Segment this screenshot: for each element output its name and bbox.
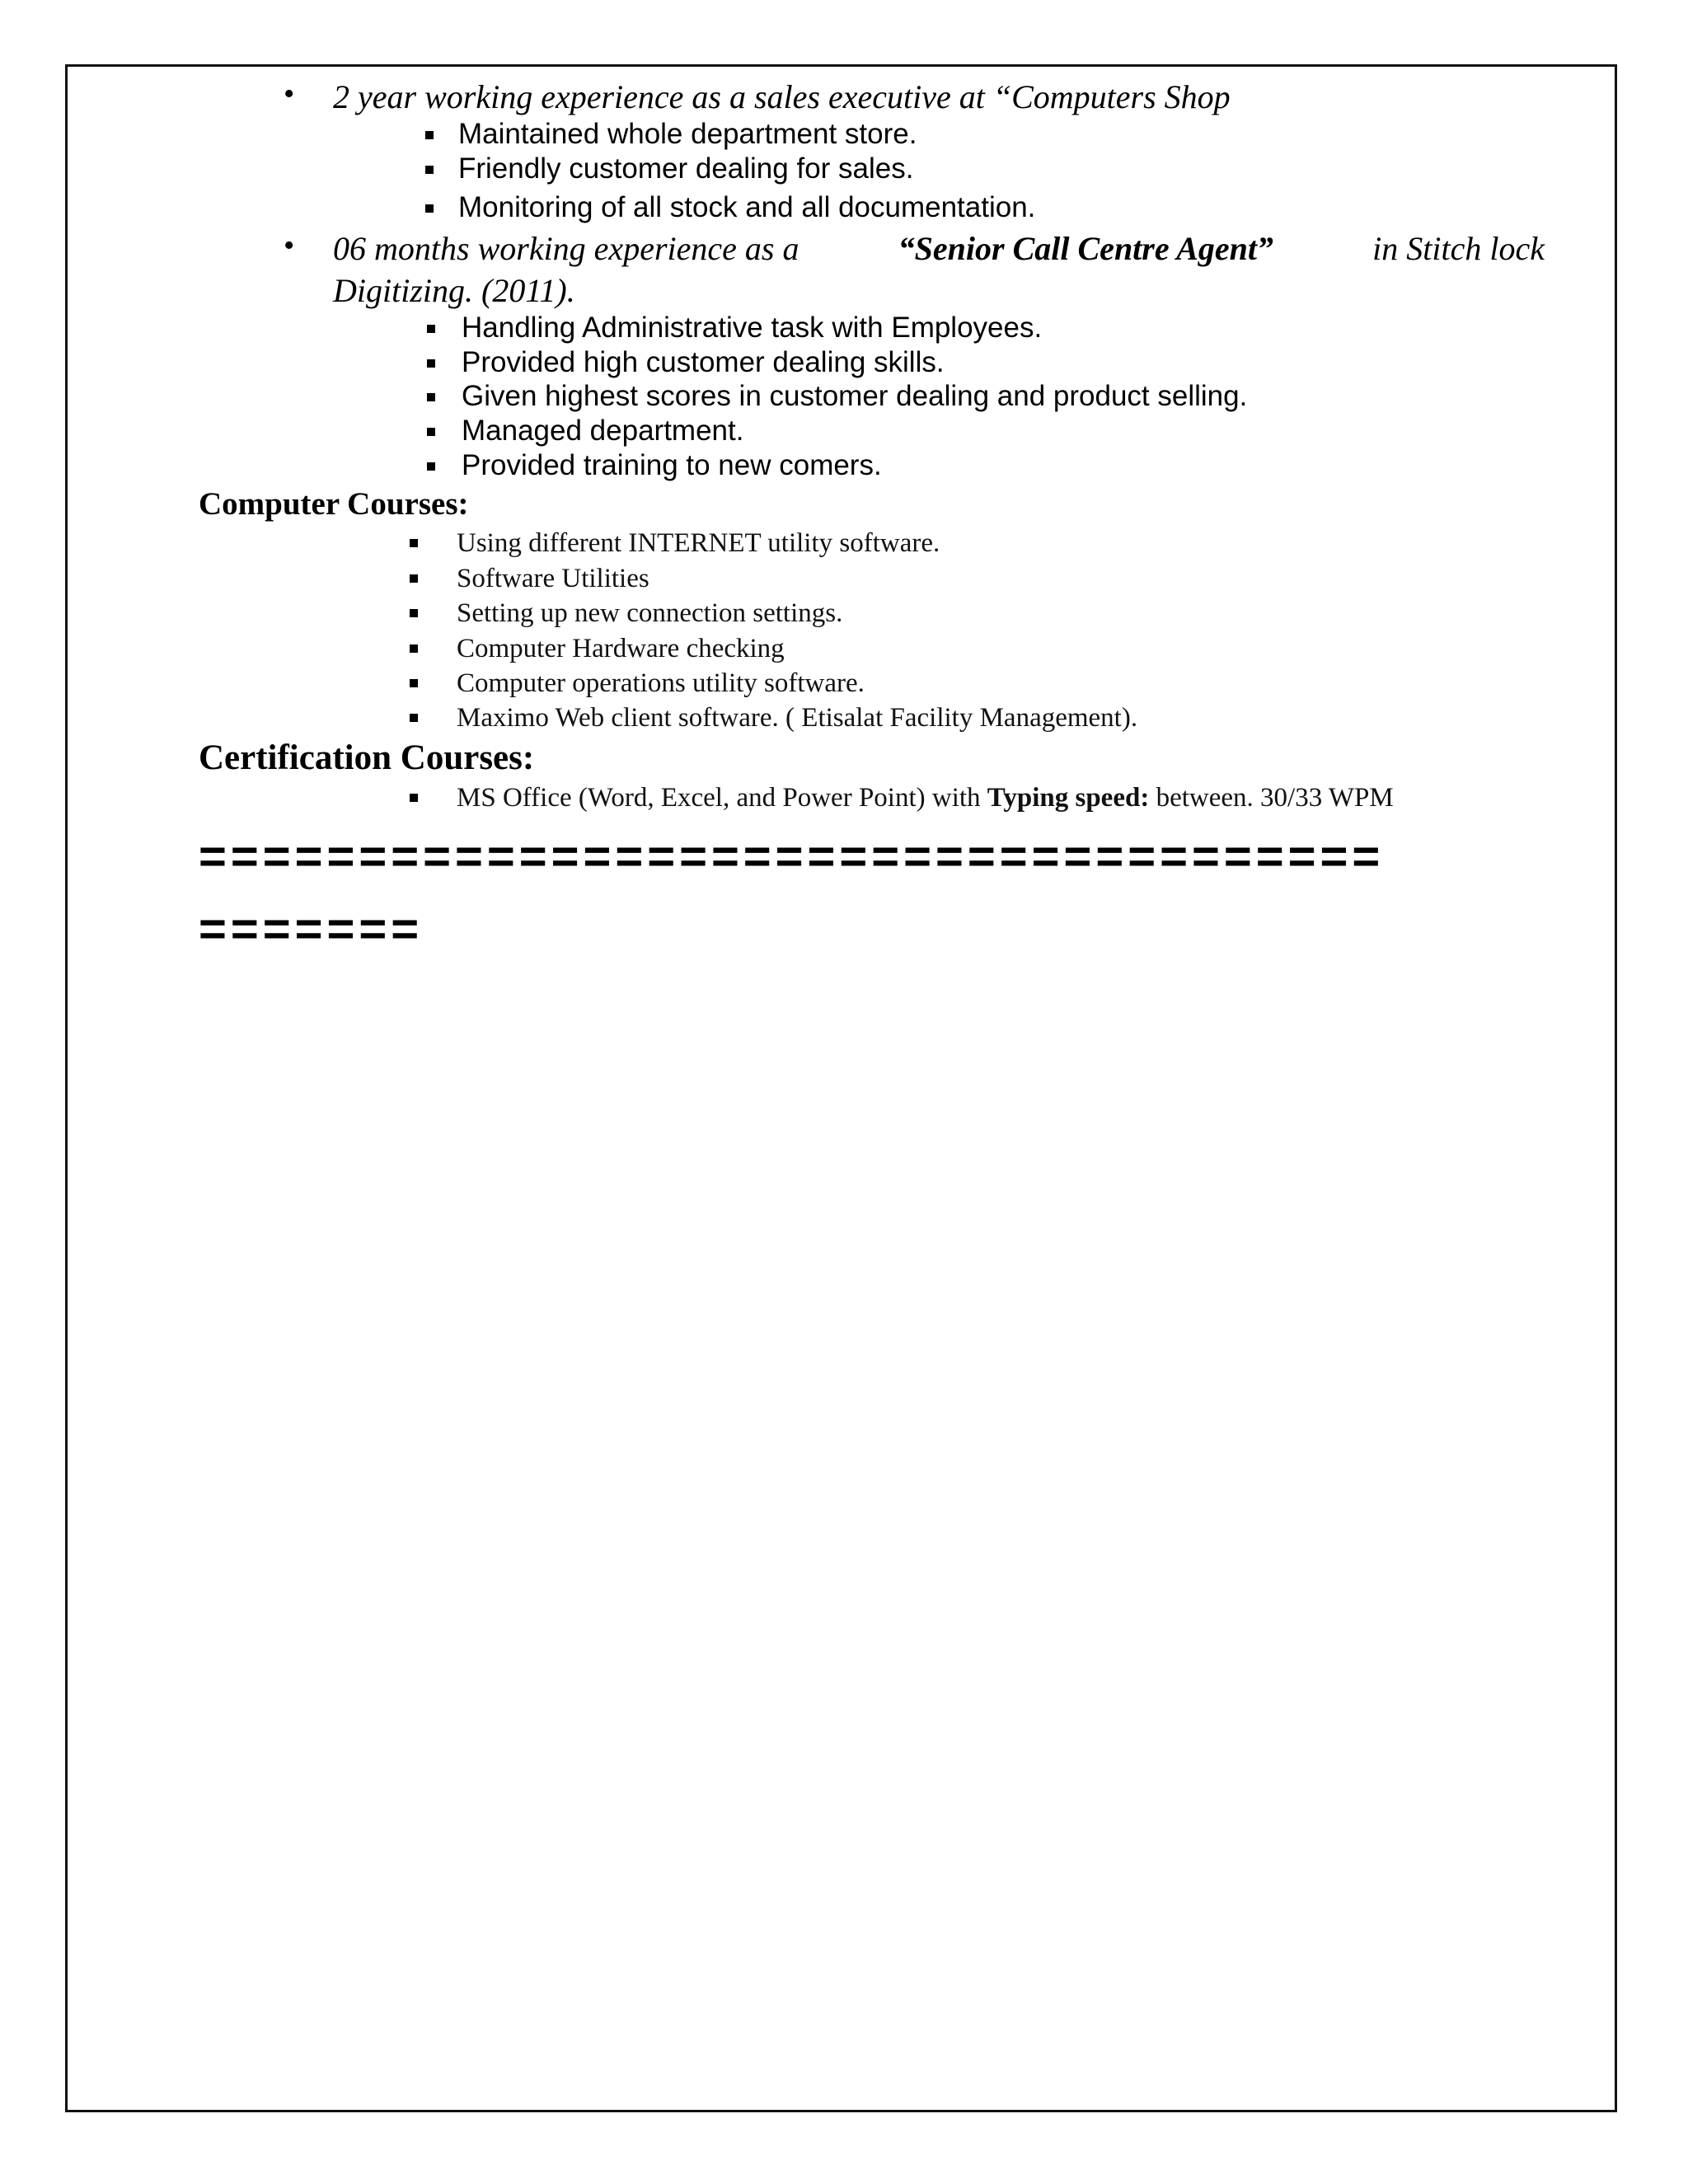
list-bullet: •	[284, 228, 295, 263]
square-bullet	[410, 644, 418, 653]
course-item: Computer Hardware checking	[457, 634, 785, 663]
square-bullet	[427, 462, 435, 471]
task-line: Managed department.	[462, 415, 744, 447]
experience-item-1: 2 year working experience as a sales executive at “Computers Shop	[333, 78, 1231, 115]
task-line: Provided training to new comers.	[462, 449, 882, 481]
course-item: Setting up new connection settings.	[457, 598, 843, 628]
task-line: Provided high customer dealing skills.	[462, 346, 945, 378]
experience-item-2-line2: Digitizing. (2011).	[333, 272, 575, 309]
square-bullet	[425, 204, 434, 213]
certification-item	[457, 780, 1394, 815]
certification-text: MS Office (Word, Excel, and Power Point) with	[457, 783, 987, 813]
task-line: Given highest scores in customer dealing and product selling.	[462, 380, 1248, 412]
list-bullet: •	[284, 77, 295, 111]
experience-item-2	[333, 227, 1545, 271]
square-bullet	[410, 609, 418, 617]
square-bullet	[427, 428, 435, 436]
task-line: Monitoring of all stock and all documentation.	[458, 191, 1036, 223]
square-bullet	[425, 166, 434, 174]
square-bullet	[427, 325, 435, 333]
typing-speed-label: Typing speed:	[987, 783, 1150, 813]
course-item: Using different INTERNET utility software.	[457, 528, 940, 558]
separator-line: =======	[199, 902, 424, 956]
square-bullet	[410, 539, 418, 547]
task-line: Handling Administrative task with Employees.	[462, 312, 1043, 344]
course-item: Maximo Web client software. ( Etisalat Facility Management).	[457, 703, 1138, 733]
experience-suffix: in Stitch lock	[1372, 230, 1545, 267]
task-line: Maintained whole department store.	[458, 118, 917, 150]
square-bullet	[410, 714, 418, 722]
square-bullet	[410, 574, 418, 583]
square-bullet	[410, 794, 418, 802]
square-bullet	[427, 359, 435, 368]
course-item: Software Utilities	[457, 564, 649, 593]
square-bullet	[427, 393, 435, 401]
square-bullet	[425, 131, 434, 139]
certification-courses-heading: Certification Courses:	[199, 738, 535, 777]
task-line: Friendly customer dealing for sales.	[458, 152, 914, 185]
typing-speed-value: between. 30/33 WPM	[1149, 783, 1394, 813]
separator-line: =====================================	[199, 830, 1385, 883]
experience-prefix: 06 months working experience as a	[333, 230, 799, 267]
square-bullet	[410, 679, 418, 687]
course-item: Computer operations utility software.	[457, 668, 865, 698]
computer-courses-heading: Computer Courses:	[199, 486, 469, 522]
job-title: “Senior Call Centre Agent”	[898, 230, 1273, 267]
